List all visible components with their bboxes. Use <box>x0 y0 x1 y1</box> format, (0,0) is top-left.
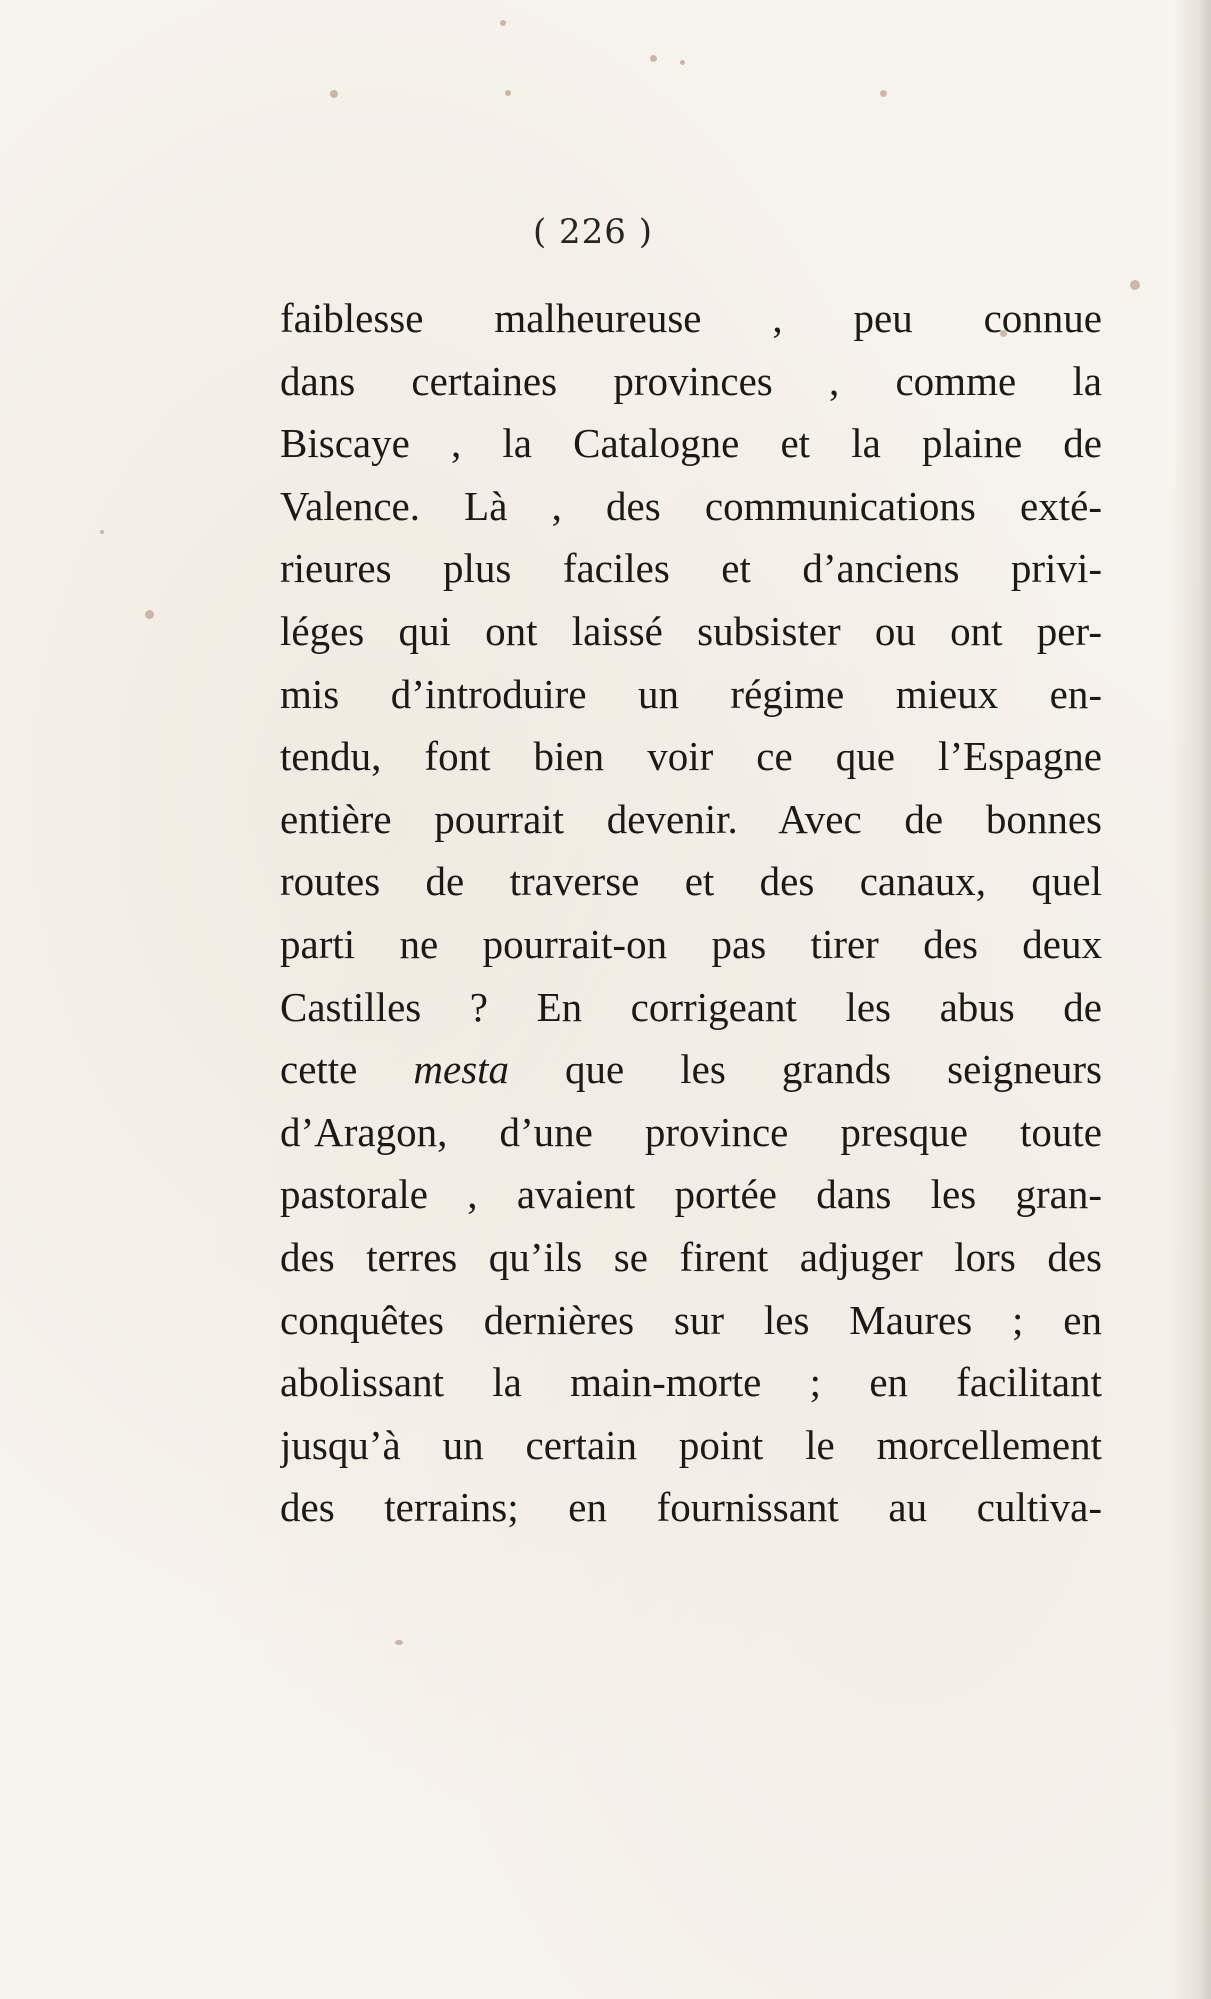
text-line: routes de traverse et des canaux, quel <box>280 858 1102 905</box>
text-line: tendu, font bien voir ce que l’Espagne <box>280 733 1102 780</box>
paper-speck <box>145 610 154 619</box>
text-line: Valence. Là , des communications exté- <box>280 482 1102 529</box>
text-line: abolissant la main-morte ; en facilitant <box>280 1359 1102 1406</box>
mesta-line-before: cette <box>280 1046 414 1093</box>
text-line: parti ne pourrait-on pas tirer des deux <box>280 920 1102 967</box>
text-line: léges qui ont laissé subsister ou ont per- <box>280 607 1102 654</box>
text-line: jusqu’à un certain point le morcellement <box>280 1421 1102 1468</box>
paper-speck <box>500 20 506 26</box>
text-line: rieures plus faciles et d’anciens privi- <box>280 545 1102 592</box>
text-line: Biscaye , la Catalogne et la plaine de <box>280 420 1102 467</box>
page-number-text: ( 226 ) <box>532 212 654 252</box>
text-line: dans certaines provinces , comme la <box>280 357 1102 404</box>
text-line: mis d’introduire un régime mieux en- <box>280 670 1102 717</box>
text-line: pastorale , avaient portée dans les gran- <box>280 1171 1102 1218</box>
text-line: faiblesse malheureuse , peu connue <box>280 295 1102 341</box>
text-line: des terres qu’ils se firent adjuger lors des <box>280 1233 1102 1280</box>
page-number <box>0 212 1211 252</box>
paper-speck <box>505 90 511 96</box>
text-line: conquêtes dernières sur les Maures ; en <box>280 1296 1102 1343</box>
body-text <box>280 287 1102 1539</box>
paper-speck <box>1130 280 1140 290</box>
paper-speck <box>330 90 338 98</box>
text-line-mesta <box>280 1038 1102 1101</box>
paper-speck <box>880 90 887 97</box>
text-line: des terrains; en fournissant au cultiva- <box>280 1484 1102 1531</box>
paper-speck <box>680 60 685 65</box>
mesta-italic-word: mesta <box>413 1046 510 1093</box>
text-line: Castilles ? En corrigeant les abus de <box>280 983 1102 1030</box>
text-line: entière pourrait devenir. Avec de bonnes <box>280 795 1102 842</box>
paper-speck <box>395 1640 403 1645</box>
page-edge-shadow <box>1171 0 1211 1999</box>
mesta-line-after: que les grands seigneurs <box>509 1046 1102 1093</box>
paper-speck <box>100 530 104 534</box>
text-line: d’Aragon, d’une province presque toute <box>280 1108 1102 1155</box>
paper-speck <box>650 55 657 62</box>
